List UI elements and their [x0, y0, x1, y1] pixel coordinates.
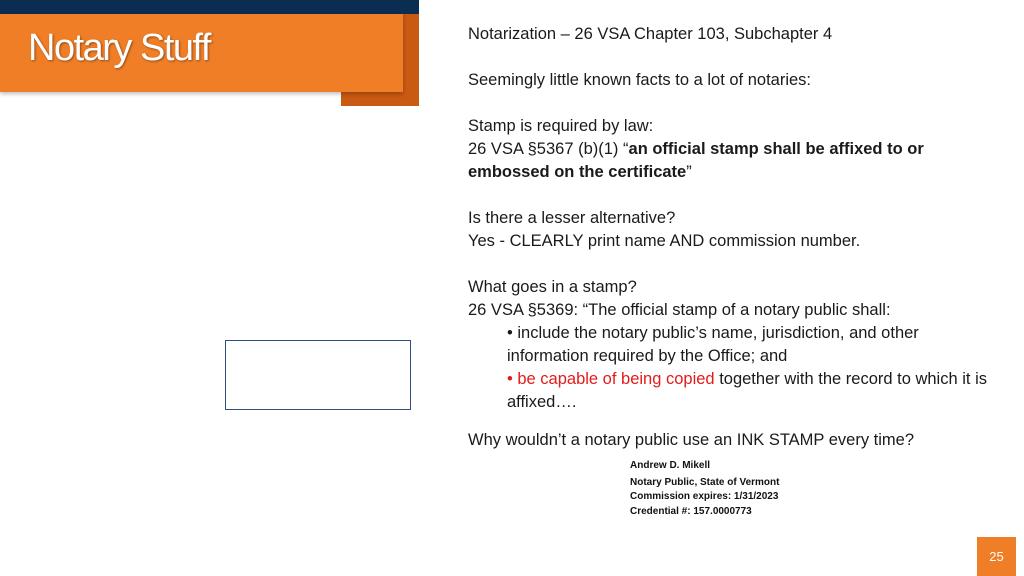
slide-content [468, 23, 988, 414]
stamp-question: What goes in a stamp? [468, 278, 637, 296]
alt-question: Is there a lesser alternative? [468, 209, 676, 227]
header-navy-bar [0, 0, 419, 14]
content-intro: Seemingly little known facts to a lot of notaries: [468, 71, 812, 89]
law-quote-bold: an official stamp shall be affixed to or embossed on the certificate [468, 140, 924, 181]
title-banner [0, 14, 403, 92]
law-cite-prefix: 26 VSA §5367 (b)(1) “ [468, 140, 629, 158]
bullet-item-1: • include the notary public’s name, jurisdiction, and other information required by the Office; and [507, 324, 919, 365]
stamp-title: Notary Public, State of Vermont [630, 476, 780, 488]
stamp-expires: Commission expires: 1/31/2023 [630, 491, 779, 502]
empty-outlined-box [225, 340, 411, 410]
final-question: Why wouldn’t a notary public use an INK STAMP every time? [468, 431, 914, 449]
stamp-law: 26 VSA §5369: “The official stamp of a notary public shall: [468, 301, 891, 319]
law-quote-end: ” [686, 163, 692, 181]
stamp-credential: Credential #: 157.0000773 [630, 505, 752, 517]
content-header: Notarization – 26 VSA Chapter 103, Subchapter 4 [468, 25, 833, 43]
stamp-required-text: Stamp is required by law: [468, 117, 654, 135]
bullet-2-red: • be capable of being copied [507, 370, 715, 388]
slide-title: Notary Stuff [28, 27, 210, 69]
bullet-2-rest: together with the record to which it is affixed…. [507, 370, 987, 411]
notary-stamp-block [630, 459, 779, 519]
stamp-name: Andrew D. Mikell [630, 460, 711, 471]
bullet-item-2 [468, 368, 988, 414]
page-number-badge: 25 [977, 537, 1016, 576]
alt-answer: Yes - CLEARLY print name AND commission number. [468, 232, 861, 250]
law-citation [468, 138, 988, 184]
